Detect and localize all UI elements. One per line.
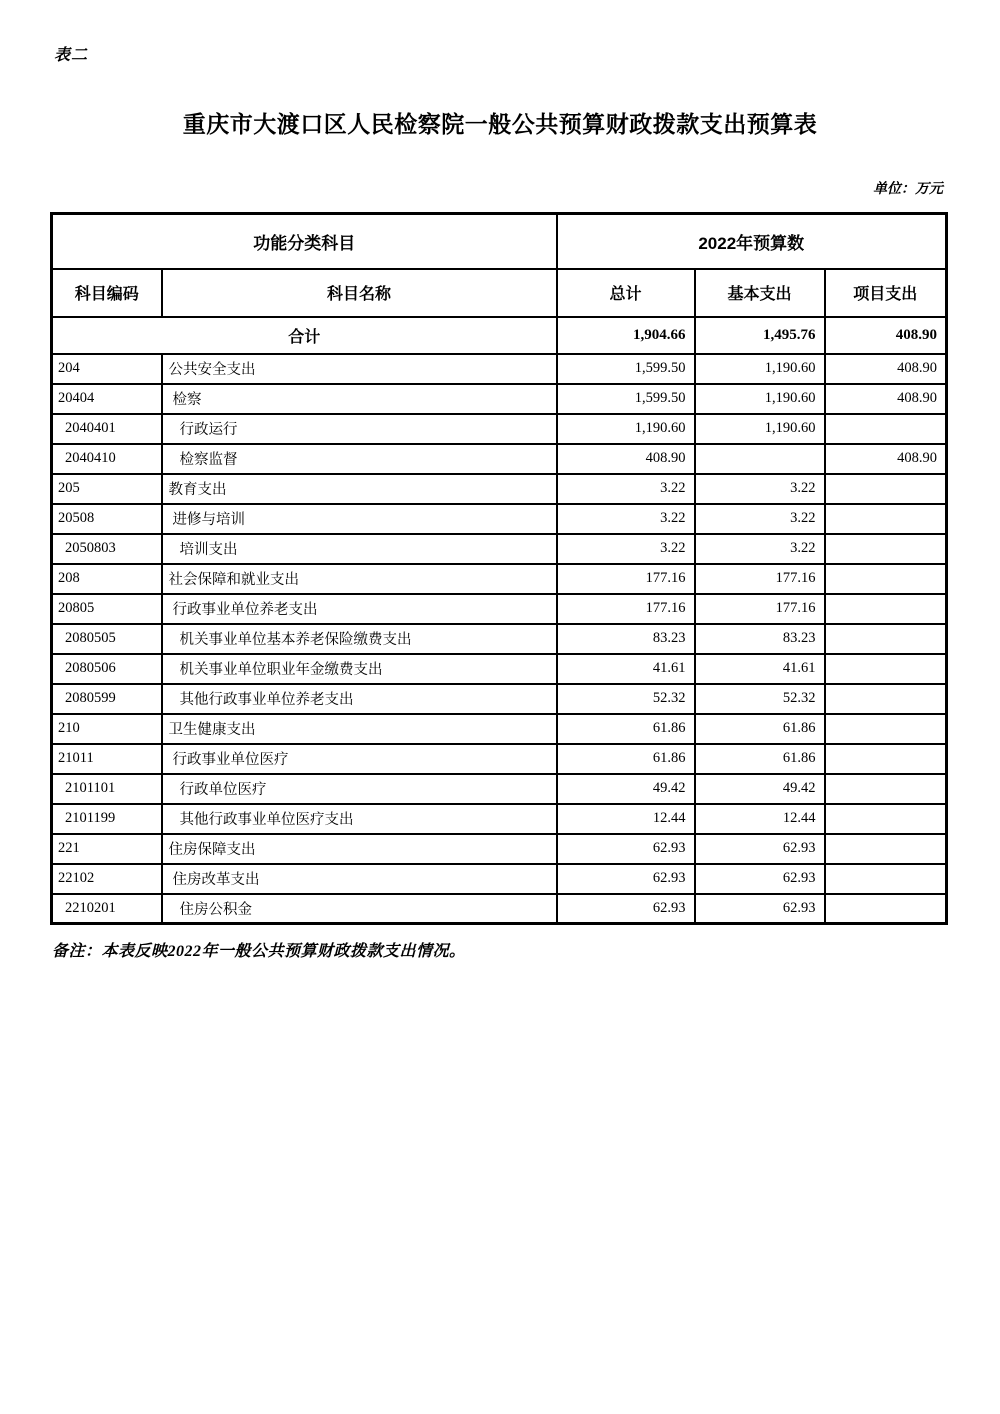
- table-row: [52, 444, 947, 474]
- col-header-total: 总计: [557, 269, 695, 317]
- code-cell: 205: [52, 474, 162, 504]
- basic-cell: 52.32: [695, 684, 825, 714]
- project-cell: [825, 594, 947, 624]
- project-cell: [825, 534, 947, 564]
- header-function-category: 功能分类科目: [52, 214, 557, 269]
- project-cell: [825, 834, 947, 864]
- table-row: [52, 624, 947, 654]
- header-budget-2022: 2022年预算数: [557, 214, 947, 269]
- table-row: [52, 594, 947, 624]
- table-row: [52, 384, 947, 414]
- name-cell: 进修与培训: [162, 504, 557, 534]
- basic-cell: 1,190.60: [695, 414, 825, 444]
- table-row: [52, 744, 947, 774]
- basic-cell: 62.93: [695, 834, 825, 864]
- total-cell: 62.93: [557, 894, 695, 924]
- basic-cell: 3.22: [695, 474, 825, 504]
- table-row: [52, 714, 947, 744]
- code-cell: 22102: [52, 864, 162, 894]
- project-cell: [825, 744, 947, 774]
- basic-cell: 177.16: [695, 594, 825, 624]
- name-cell: 行政事业单位养老支出: [162, 594, 557, 624]
- total-cell: 41.61: [557, 654, 695, 684]
- name-cell: 卫生健康支出: [162, 714, 557, 744]
- name-cell: 行政运行: [162, 414, 557, 444]
- footnote: 备注：本表反映2022年一般公共预算财政拨款支出情况。: [52, 943, 466, 960]
- col-header-basic: 基本支出: [695, 269, 825, 317]
- name-cell: 住房改革支出: [162, 864, 557, 894]
- table-row: [52, 354, 947, 384]
- code-cell: 2080506: [52, 654, 162, 684]
- name-cell: 公共安全支出: [162, 354, 557, 384]
- project-cell: [825, 414, 947, 444]
- basic-cell: 61.86: [695, 744, 825, 774]
- basic-cell: 61.86: [695, 714, 825, 744]
- total-cell: 1,599.50: [557, 354, 695, 384]
- code-cell: 2101199: [52, 804, 162, 834]
- name-cell: 检察监督: [162, 444, 557, 474]
- col-header-code: 科目编码: [52, 269, 162, 317]
- table-row: [52, 774, 947, 804]
- project-cell: [825, 564, 947, 594]
- code-cell: 20404: [52, 384, 162, 414]
- header-columns-row: [52, 269, 947, 317]
- total-cell: 3.22: [557, 534, 695, 564]
- code-cell: 21011: [52, 744, 162, 774]
- project-cell: 408.90: [825, 444, 947, 474]
- name-cell: 机关事业单位基本养老保险缴费支出: [162, 624, 557, 654]
- total-cell: 52.32: [557, 684, 695, 714]
- project-cell: [825, 624, 947, 654]
- basic-cell: 83.23: [695, 624, 825, 654]
- total-cell: 177.16: [557, 594, 695, 624]
- name-cell: 其他行政事业单位养老支出: [162, 684, 557, 714]
- project-cell: [825, 894, 947, 924]
- project-cell: [825, 714, 947, 744]
- col-header-name: 科目名称: [162, 269, 557, 317]
- code-cell: 20805: [52, 594, 162, 624]
- total-cell: 408.90: [557, 444, 695, 474]
- total-cell: 62.93: [557, 864, 695, 894]
- project-cell: 408.90: [825, 384, 947, 414]
- project-cell: [825, 774, 947, 804]
- project-cell: [825, 654, 947, 684]
- grand-total-basic: 1,495.76: [695, 317, 825, 354]
- total-cell: 61.86: [557, 714, 695, 744]
- name-cell: 机关事业单位职业年金缴费支出: [162, 654, 557, 684]
- code-cell: 210: [52, 714, 162, 744]
- code-cell: 2210201: [52, 894, 162, 924]
- name-cell: 社会保障和就业支出: [162, 564, 557, 594]
- basic-cell: 12.44: [695, 804, 825, 834]
- table-row: [52, 804, 947, 834]
- code-cell: 2040401: [52, 414, 162, 444]
- code-cell: 2080505: [52, 624, 162, 654]
- code-cell: 204: [52, 354, 162, 384]
- budget-table-body: [52, 214, 947, 924]
- name-cell: 住房保障支出: [162, 834, 557, 864]
- basic-cell: 41.61: [695, 654, 825, 684]
- total-cell: 12.44: [557, 804, 695, 834]
- budget-table: [50, 212, 948, 925]
- total-cell: 49.42: [557, 774, 695, 804]
- table-row: [52, 504, 947, 534]
- code-cell: 221: [52, 834, 162, 864]
- basic-cell: 1,190.60: [695, 354, 825, 384]
- name-cell: 培训支出: [162, 534, 557, 564]
- name-cell: 住房公积金: [162, 894, 557, 924]
- basic-cell: [695, 444, 825, 474]
- name-cell: 教育支出: [162, 474, 557, 504]
- basic-cell: 62.93: [695, 894, 825, 924]
- project-cell: [825, 504, 947, 534]
- grand-total-project: 408.90: [825, 317, 947, 354]
- total-cell: 62.93: [557, 834, 695, 864]
- total-cell: 177.16: [557, 564, 695, 594]
- table-row: [52, 474, 947, 504]
- total-cell: 1,599.50: [557, 384, 695, 414]
- table-row: [52, 564, 947, 594]
- basic-cell: 3.22: [695, 534, 825, 564]
- total-cell: 1,190.60: [557, 414, 695, 444]
- table-row: [52, 894, 947, 924]
- project-cell: [825, 474, 947, 504]
- table-row: [52, 414, 947, 444]
- project-cell: [825, 804, 947, 834]
- basic-cell: 177.16: [695, 564, 825, 594]
- basic-cell: 62.93: [695, 864, 825, 894]
- code-cell: 208: [52, 564, 162, 594]
- header-group-row: [52, 214, 947, 269]
- basic-cell: 3.22: [695, 504, 825, 534]
- code-cell: 2050803: [52, 534, 162, 564]
- basic-cell: 49.42: [695, 774, 825, 804]
- table-row: [52, 684, 947, 714]
- table-row: [52, 864, 947, 894]
- project-cell: [825, 684, 947, 714]
- code-cell: 2040410: [52, 444, 162, 474]
- table-row: [52, 654, 947, 684]
- name-cell: 行政事业单位医疗: [162, 744, 557, 774]
- unit-label: 单位：万元: [873, 182, 943, 197]
- basic-cell: 1,190.60: [695, 384, 825, 414]
- grand-total-label: 合计: [52, 317, 557, 354]
- grand-total-total: 1,904.66: [557, 317, 695, 354]
- code-cell: 2080599: [52, 684, 162, 714]
- table-row: [52, 534, 947, 564]
- table-row: [52, 834, 947, 864]
- project-cell: 408.90: [825, 354, 947, 384]
- total-cell: 3.22: [557, 504, 695, 534]
- grand-total-row: [52, 317, 947, 354]
- code-cell: 2101101: [52, 774, 162, 804]
- page-title: 重庆市大渡口区人民检察院一般公共预算财政拨款支出预算表: [182, 112, 818, 137]
- total-cell: 61.86: [557, 744, 695, 774]
- col-header-project: 项目支出: [825, 269, 947, 317]
- total-cell: 83.23: [557, 624, 695, 654]
- name-cell: 检察: [162, 384, 557, 414]
- corner-label: 表二: [54, 47, 89, 64]
- project-cell: [825, 864, 947, 894]
- name-cell: 其他行政事业单位医疗支出: [162, 804, 557, 834]
- code-cell: 20508: [52, 504, 162, 534]
- total-cell: 3.22: [557, 474, 695, 504]
- name-cell: 行政单位医疗: [162, 774, 557, 804]
